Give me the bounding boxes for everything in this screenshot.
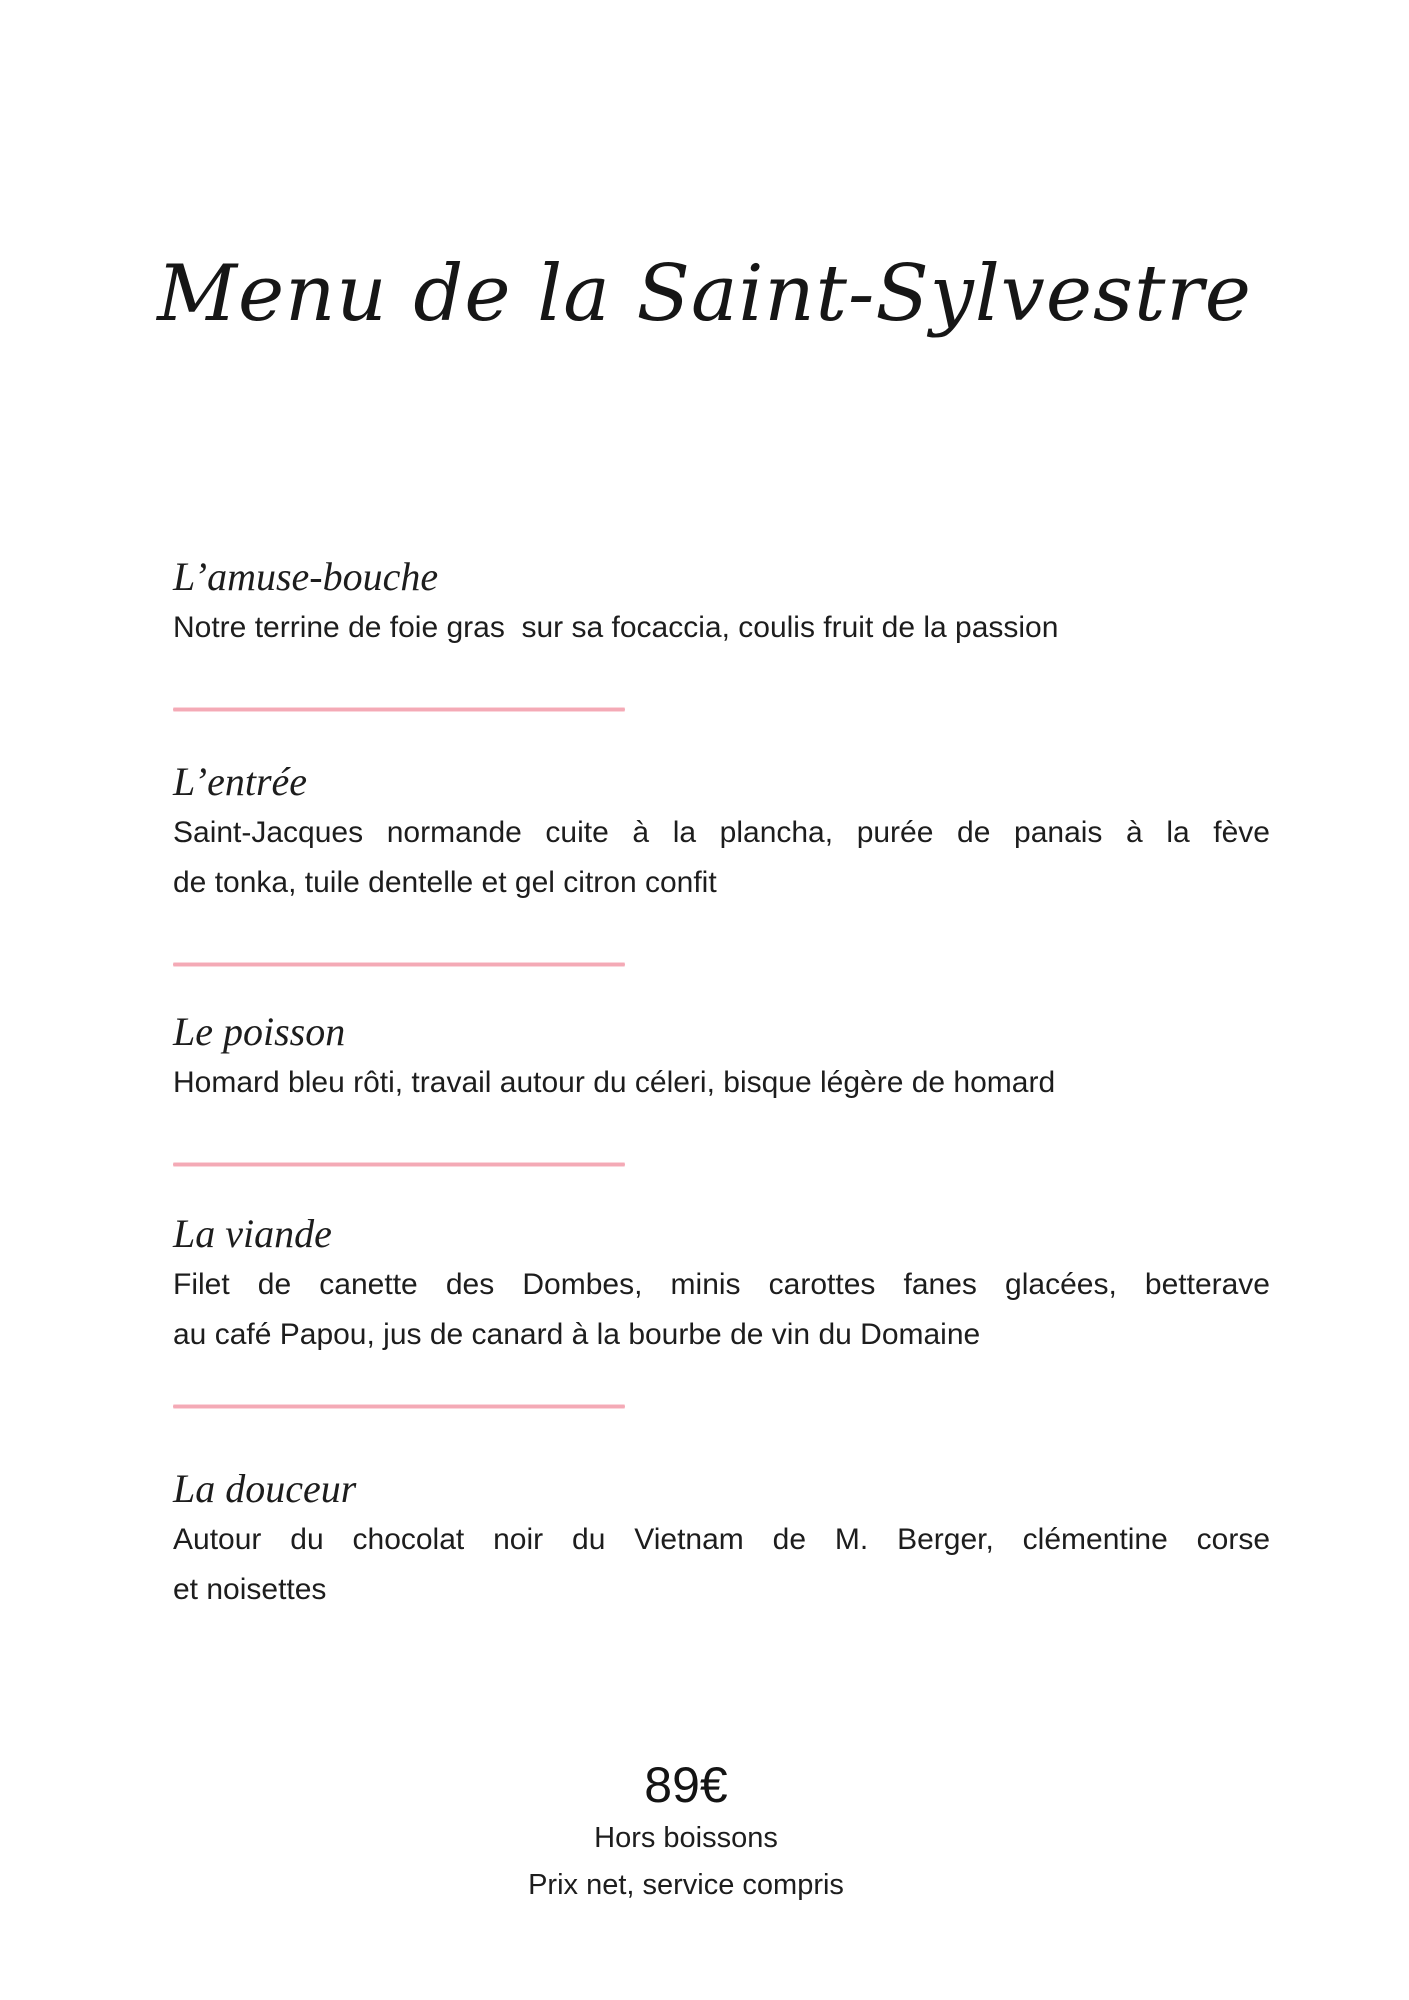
course-amuse-bouche <box>173 551 1270 653</box>
course-name: L’amuse-bouche <box>173 554 439 599</box>
course-description-line: Saint-Jacques normande cuite à la plancha, purée de panais à la fève <box>173 816 1270 849</box>
price-block <box>173 1755 1270 1909</box>
menu-title: Menu de la Saint-Sylvestre <box>157 249 1252 339</box>
section-divider <box>173 963 625 966</box>
course-description-line: Notre terrine de foie gras sur sa focaccia, coulis fruit de la passion <box>173 611 1059 644</box>
price-note-service: Prix net, service compris <box>528 1869 844 1901</box>
course-name: Le poisson <box>173 1009 346 1054</box>
course-description-line: Homard bleu rôti, travail autour du céleri, bisque légère de homard <box>173 1066 1056 1099</box>
course-description-line: Autour du chocolat noir du Vietnam de M. Berger, clémentine corse <box>173 1523 1270 1556</box>
course-entree <box>173 756 1270 908</box>
course-douceur <box>173 1463 1270 1615</box>
course-poisson <box>173 1006 1270 1108</box>
course-description-line: et noisettes <box>173 1573 327 1606</box>
menu-price: 89€ <box>644 1757 728 1813</box>
course-name: La douceur <box>173 1466 357 1511</box>
course-name: La viande <box>173 1211 332 1256</box>
price-note-drinks: Hors boissons <box>594 1822 778 1854</box>
course-name: L’entrée <box>173 759 308 804</box>
course-description-line: au café Papou, jus de canard à la bourbe de vin du Domaine <box>173 1318 981 1351</box>
section-divider <box>173 1405 625 1408</box>
menu-content <box>173 551 1270 1909</box>
course-viande <box>173 1208 1270 1360</box>
course-description-line: Filet de canette des Dombes, minis carottes fanes glacées, betterave <box>173 1268 1270 1301</box>
course-description-line: de tonka, tuile dentelle et gel citron confit <box>173 866 717 899</box>
section-divider <box>173 1163 625 1166</box>
section-divider <box>173 708 625 711</box>
